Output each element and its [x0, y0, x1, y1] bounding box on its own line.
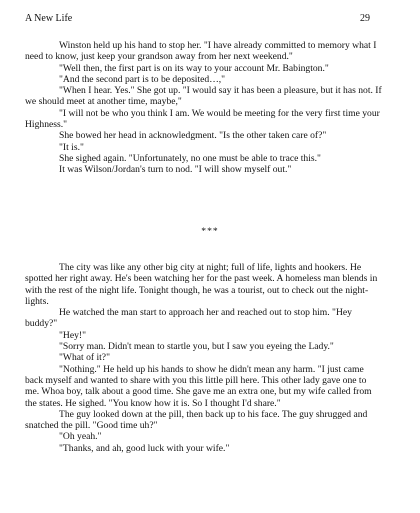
paragraph: "I will not be who you think I am. We would be meeting for the very first time your Highness." [25, 107, 380, 131]
book-title: A New Life [25, 13, 73, 24]
paragraph: "Well then, the first part is on its way to your account Mr. Babington." [59, 62, 329, 74]
paragraph: "Nothing." He held up his hands to show he didn't mean any harm. "I just came back myself and wanted to share with you this little pill here. This other lady gave one to me. Whoa boy, talk about a good time. She gave me an extra one, but my wife called from the states. He sighed. "You know how it is. So I thought I'd share." [25, 363, 372, 409]
scene-one-text [25, 40, 382, 176]
scene-break: *** [201, 226, 219, 237]
paragraph: "Sorry man. Didn't mean to startle you, but I saw you eyeing the Lady." [59, 341, 334, 353]
scene-two-text [25, 262, 382, 454]
paragraph: She bowed her head in acknowledgment. "Is the other taken care of?" [59, 130, 327, 142]
paragraph: The city was like any other big city at night; full of life, lights and hookers. He spotted her right away. He's been watching her for the past week. A homeless man blends in with the rest of the night life. Tonight though, he was a tourist, out to check out the night-lights. [25, 262, 378, 307]
paragraph: It was Wilson/Jordan's turn to nod. "I will show myself out." [59, 164, 292, 176]
running-head [25, 13, 370, 25]
paragraph: "Oh yeah." [59, 431, 102, 443]
paragraph: "It is." [59, 141, 84, 153]
paragraph: She sighed again. "Unfortunately, no one must be able to trace this." [59, 152, 321, 164]
paragraph: "And the second part is to be deposited…," [59, 73, 226, 85]
paragraph: He watched the man start to approach her and reached out to stop him. "Hey buddy?" [25, 307, 352, 330]
paragraph: "When I hear. Yes." She got up. "I would say it has been a pleasure, but it has not. If we should meet at another time, maybe," [25, 85, 382, 108]
paragraph: "Hey!" [59, 329, 87, 341]
paragraph: Winston held up his hand to stop her. "I have already committed to memory what I need to know, just keep your grandson away from her next weekend." [25, 40, 377, 63]
page-number: 29 [360, 13, 370, 24]
paragraph: "Thanks, and ah, good luck with your wife." [59, 442, 230, 454]
paragraph: The guy looked down at the pill, then back up to his face. The guy shrugged and snatched the pill. "Good time uh?" [25, 408, 368, 432]
paragraph: "What of it?" [59, 352, 110, 364]
